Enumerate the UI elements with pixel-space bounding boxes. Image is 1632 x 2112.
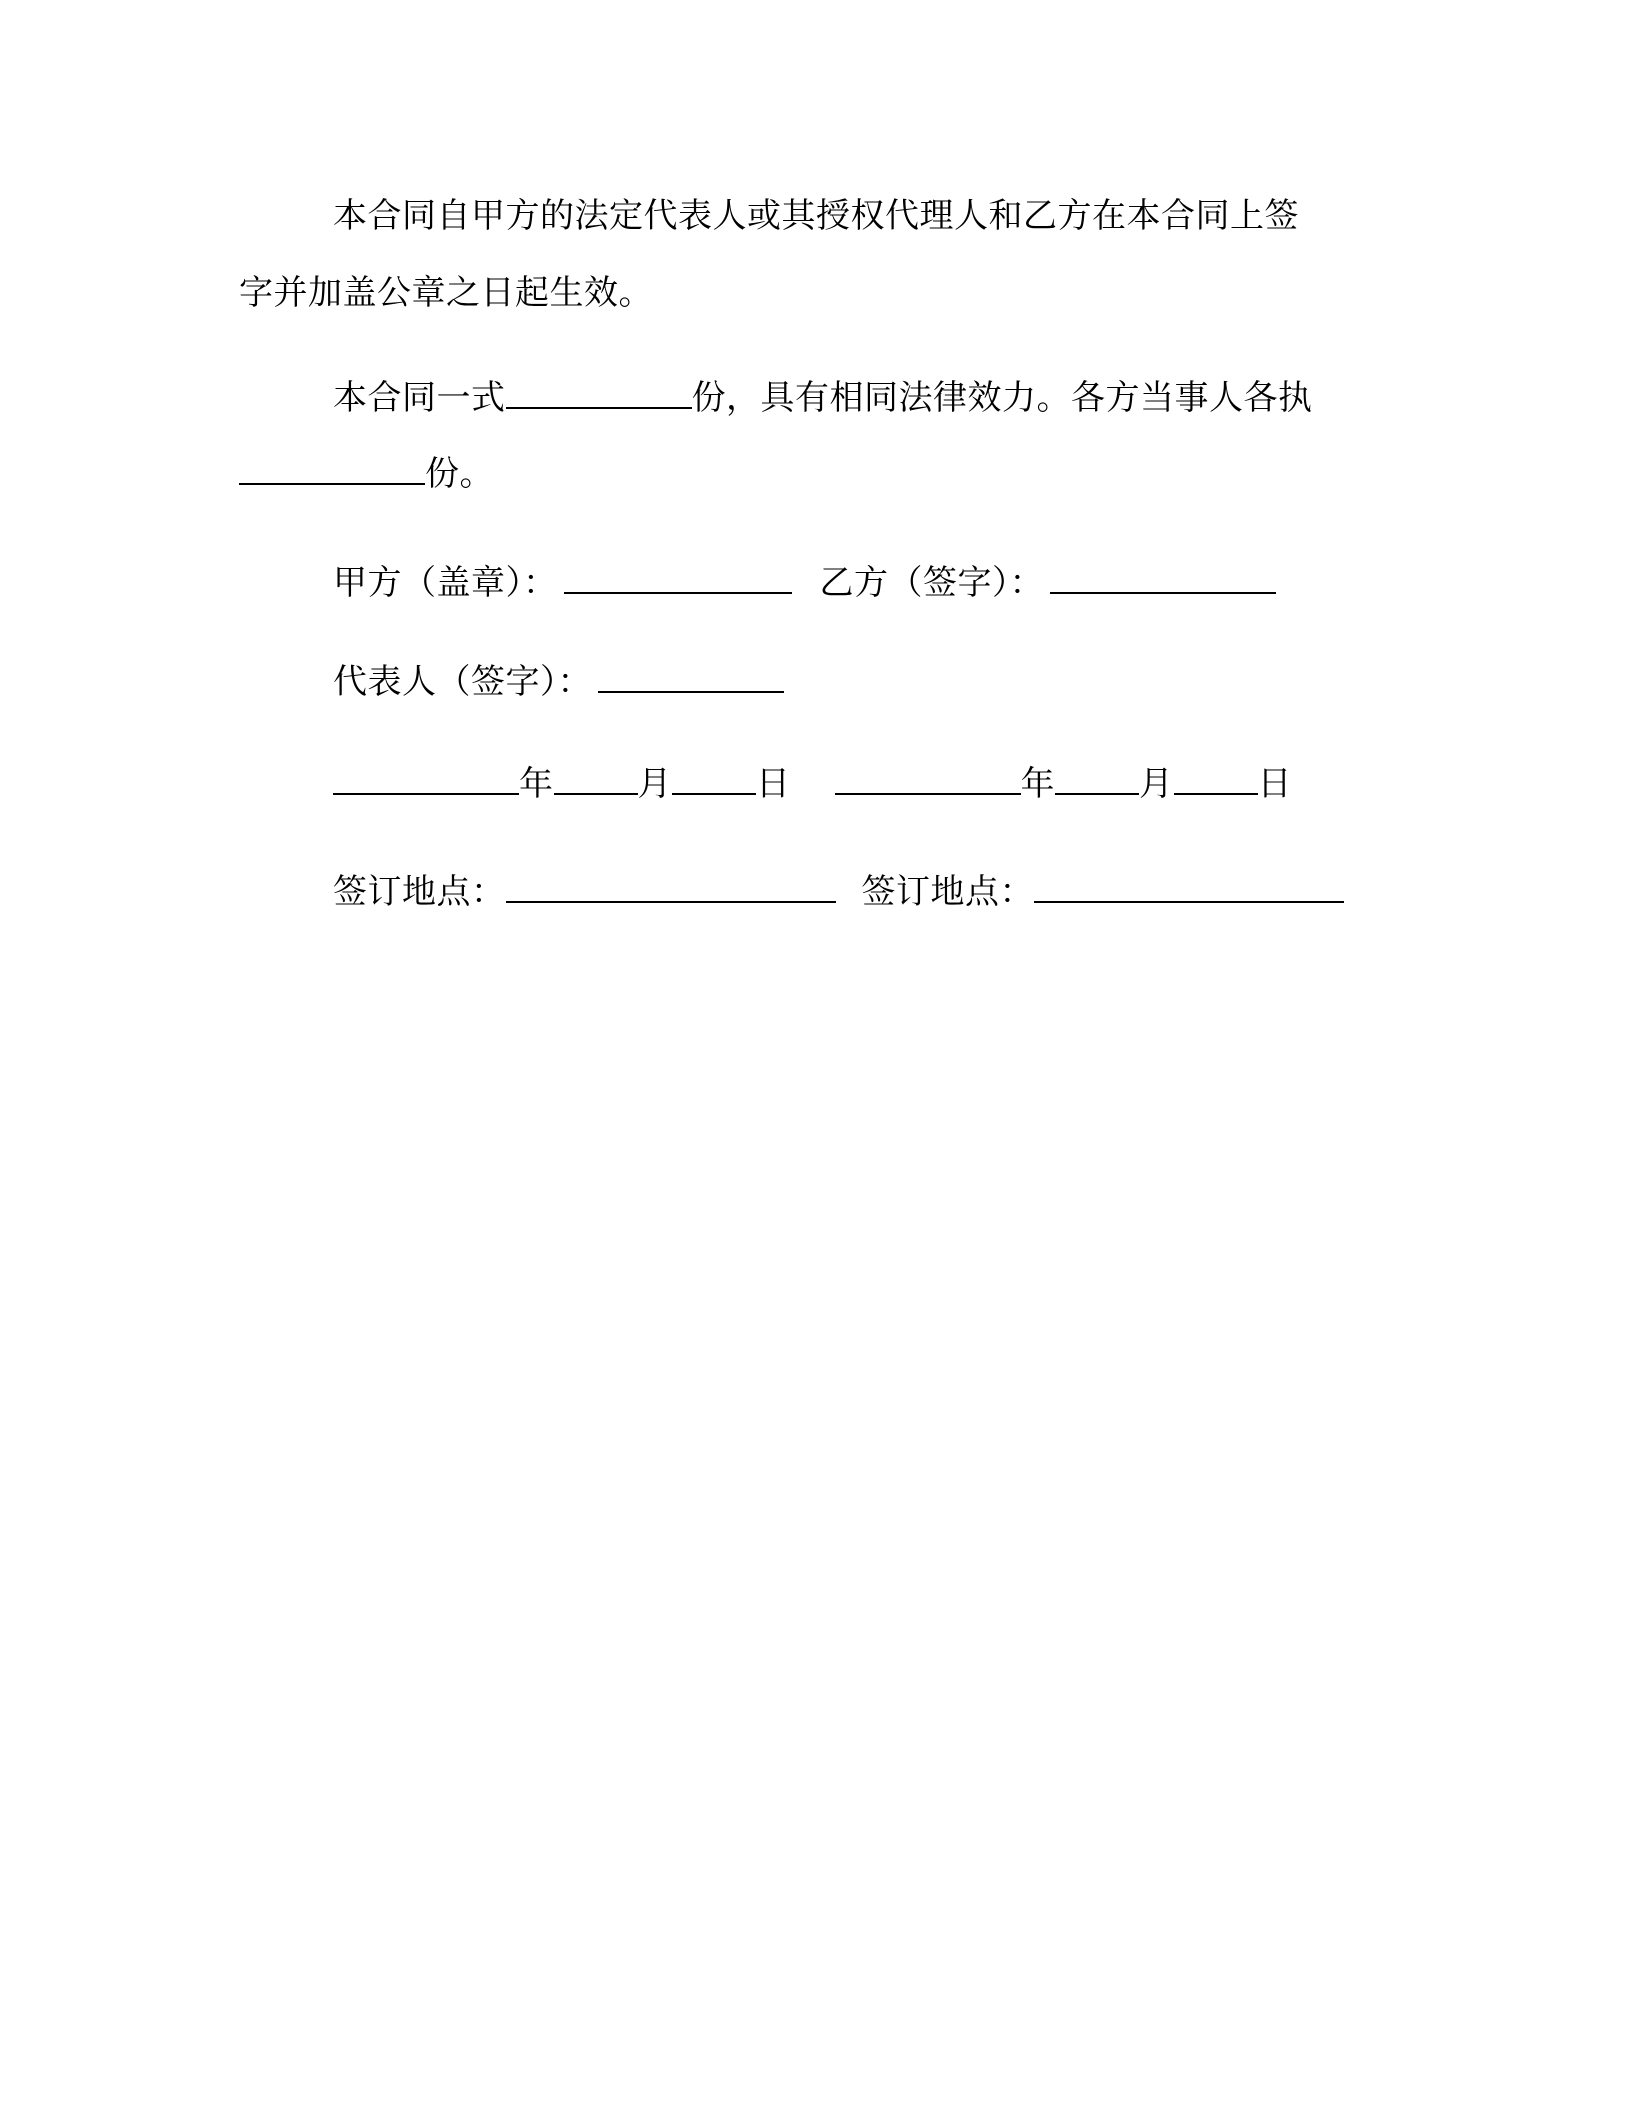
- representative-label: 代表人（签字）：: [333, 662, 592, 702]
- party-b-day-label: 日: [1257, 764, 1292, 804]
- party-a-day-blank[interactable]: [672, 767, 756, 795]
- party-a-year-label: 年: [519, 764, 554, 804]
- party-b-year-blank[interactable]: [835, 767, 1021, 795]
- party-a-month-label: 月: [637, 764, 672, 804]
- party-b-month-blank[interactable]: [1055, 767, 1139, 795]
- place-label-left: 签订地点：: [333, 872, 506, 912]
- signing-place-row: [333, 872, 1344, 912]
- party-b-month-label: 月: [1139, 764, 1174, 804]
- party-b-year-label: 年: [1020, 764, 1055, 804]
- party-a-label: 甲方（盖章）：: [333, 563, 558, 603]
- copies-total-blank[interactable]: [506, 381, 692, 409]
- party-signature-row: [333, 563, 1276, 603]
- copies-each-blank[interactable]: [239, 457, 425, 485]
- party-a-year-blank[interactable]: [333, 767, 519, 795]
- para1-line2: 字并加盖公章之日起生效。: [239, 273, 653, 313]
- party-a-month-blank[interactable]: [554, 767, 638, 795]
- representative-row: [333, 662, 784, 702]
- para2-line2-text: 份。: [425, 454, 494, 494]
- para2-end-text: 份，具有相同法律效力。各方当事人各执: [691, 378, 1313, 418]
- party-b-day-blank[interactable]: [1174, 767, 1258, 795]
- party-b-signature-blank[interactable]: [1050, 566, 1276, 594]
- place-right-blank[interactable]: [1034, 875, 1344, 903]
- place-left-blank[interactable]: [506, 875, 836, 903]
- para2-line2: [239, 454, 494, 494]
- para2-start-text: 本合同一式: [333, 378, 506, 418]
- representative-signature-blank[interactable]: [598, 665, 784, 693]
- place-label-right: 签订地点：: [861, 872, 1034, 912]
- para2-line1: [333, 378, 1313, 418]
- para1-line1: 本合同自甲方的法定代表人或其授权代理人和乙方在本合同上签: [333, 196, 1299, 236]
- party-a-day-label: 日: [756, 764, 791, 804]
- date-row: [333, 764, 1292, 804]
- party-b-label: 乙方（签字）：: [819, 563, 1044, 603]
- party-a-seal-blank[interactable]: [564, 566, 792, 594]
